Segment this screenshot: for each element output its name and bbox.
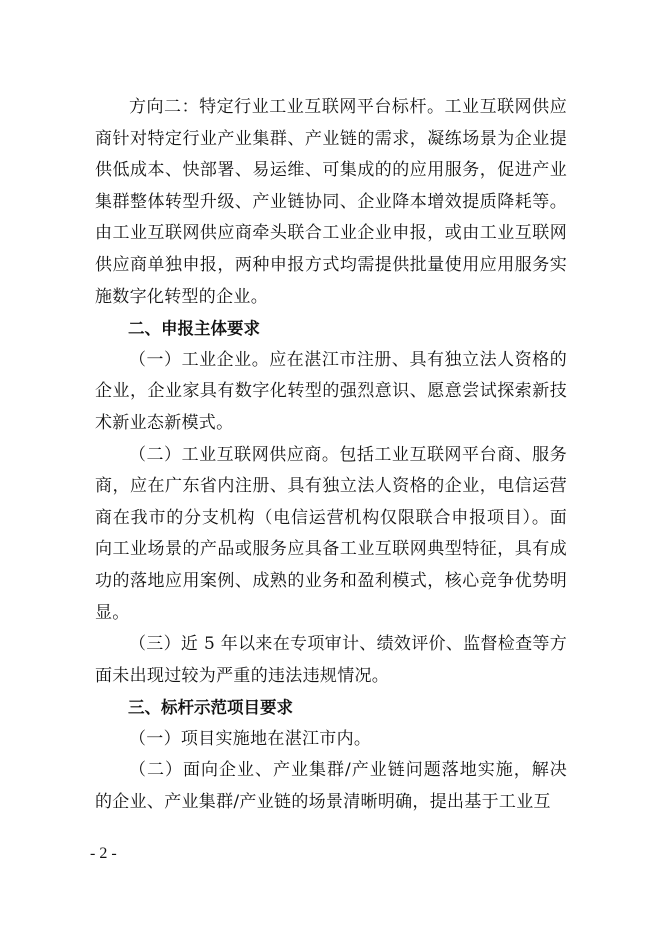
paragraph-direction-two: 方向二：特定行业工业互联网平台标杆。工业互联网供应商针对特定行业产业集群、产业链的需求，凝练场景为企业提供低成本、快部署、易运维、可集成的的应用服务，促进产业集群整体转型升级、产业链协同、企业降本增效提质降耗等。由工业互联网供应商牵头联合工业企业申报，或由工业互联网供应商单独申报，两种申报方式均需提供批量使用应用服务实施数字化转型的企业。 xyxy=(95,97,567,307)
paragraph-internet-supplier: （二）工业互联网供应商。包括工业互联网平台商、服务商，应在广东省内注册、具有独立法人资格的企业，电信运营商在我市的分支机构（电信运营机构仅限联合申报项目）。面向工业场景的产品或服务应具备工业互联网典型特征，具有成功的落地应用案例、成熟的业务和盈利模式，核心竞争优势明显。 xyxy=(95,444,567,623)
paragraph-location: （一）项目实施地在湛江市内。 xyxy=(129,728,372,749)
heading-project-requirements: 三、标杆示范项目要求 xyxy=(128,698,293,718)
paragraph-compliance: （三）近 5 年以来在专项审计、绩效评价、监督检查等方面未出现过较为严重的违法违规情况。 xyxy=(95,634,567,686)
paragraph-problem-oriented: （二）面向企业、产业集群/产业链问题落地实施，解决的企业、产业集群/产业链的场景清晰明确，提出基于工业互 xyxy=(95,760,567,813)
document-body xyxy=(95,92,567,819)
heading-applicant-requirements: 二、申报主体要求 xyxy=(128,319,260,339)
paragraph-industrial-enterprise: （一）工业企业。应在湛江市注册、具有独立法人资格的企业，企业家具有数字化转型的强烈意识、愿意尝试探索新技术新业态新模式。 xyxy=(95,349,567,433)
page-number: - 2 - xyxy=(90,845,117,862)
